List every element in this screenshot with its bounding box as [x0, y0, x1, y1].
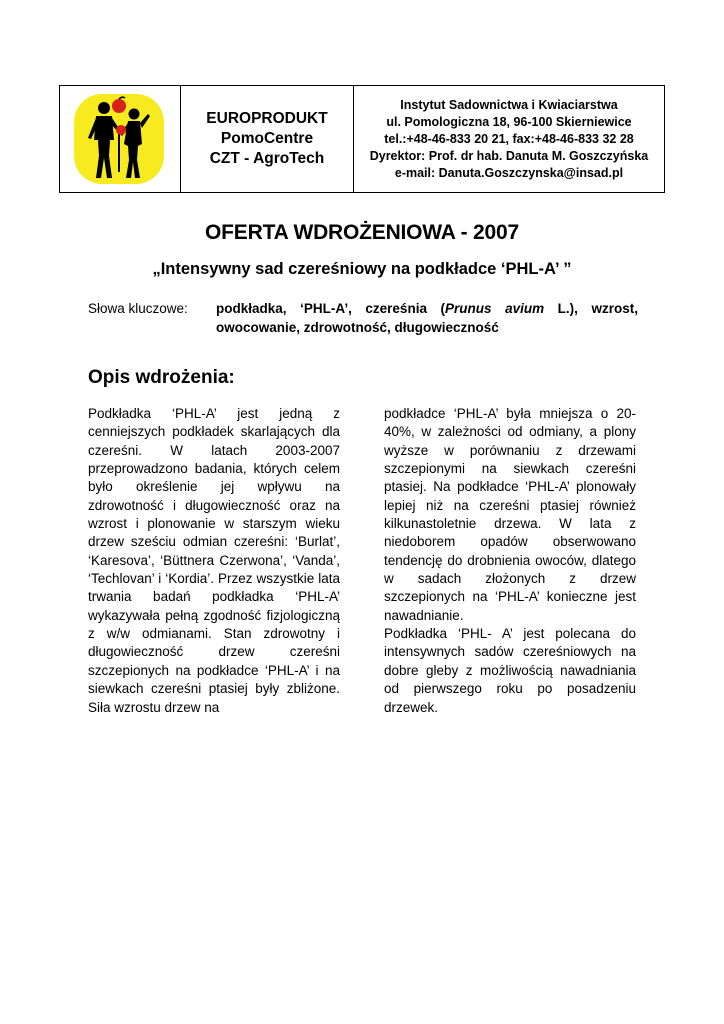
body-paragraph: Podkładka ‘PHL- A’ jest polecana do intensywnych sadów czereśniowych na dobre gleby z możliwością nawadniania od pierwszego roku po posadzeniu drzewek.: [384, 626, 636, 715]
institute-address: ul. Pomologiczna 18, 96-100 Skierniewice: [386, 114, 632, 129]
keywords-block: [88, 299, 638, 337]
institute-name: Instytut Sadownictwa i Kwiaciarstwa: [400, 97, 618, 112]
adam-eve-logo-icon: [74, 94, 164, 184]
institute-phone: tel.:+48-46-833 20 21, fax:+48-46-833 32 28: [384, 131, 634, 146]
header-box: [59, 85, 665, 193]
institute-director: Dyrektor: Prof. dr hab. Danuta M. Goszczyńska: [369, 148, 649, 163]
section-heading: Opis wdrożenia:: [88, 367, 235, 388]
keywords-value: [216, 299, 638, 337]
body-paragraph: Podkładka ‘PHL-A’ jest jedną z cenniejszych podkładek skarlających dla czereśni. W latach 2003-2007 przeprowadzono badania, których celem było określenie jej wpływu na zdrowotność i długowieczność oraz na wzrost i plonowanie w starszym wieku drzew sześciu odmian czereśni: ‘Burlat’, ‘Karesova’, ‘Büttnera Czerwona’, ‘Vanda’, ‘Techlovan’ i ‘Kordia’. Przez wszystkie lata trwania badań podkładka ‘PHL-A’ wykazywała pełną zgodność fizjologiczną z w/w odmianami. Stan zdrowotny i długowieczność drzew czereśni szczepionych na podkładce ‘PHL-A’ i na siewkach czereśni ptasiej były zbliżone. Siła wzrostu drzew na: [88, 406, 340, 715]
company-line: PomoCentre: [220, 130, 314, 147]
keywords-species: Prunus avium: [445, 301, 545, 316]
company-names: [181, 86, 354, 192]
keywords-label: Słowa kluczowe:: [88, 301, 188, 316]
institute-info: [354, 86, 664, 192]
body-left-column: [88, 405, 340, 717]
body-paragraph: podkładce ‘PHL-A’ była mniejsza o 20-40%, w zależności od odmiany, a plony wyższe w porównaniu z drzewami szczepionymi na siewkach czereśni ptasiej. Na podkładce ‘PHL-A’ plonowały lepiej niż na czereśni ptasiej również kilkunastoletnie drzewa. W lata z niedoborem opadów obserwowano tendencję do drobnienia owoców, dlatego w sadach złożonych z drzew szczepionych na ‘PHL-A’ konieczne jest nawadnianie.: [384, 406, 636, 623]
document-subtitle: „Intensywny sad czereśniowy na podkładce ‘PHL-A’ ”: [152, 260, 572, 278]
company-line: CZT - AgroTech: [209, 150, 325, 167]
logo-cell: [60, 86, 181, 192]
body-right-column: [384, 405, 636, 717]
document-title: OFERTA WDROŻENIOWA - 2007: [205, 221, 519, 244]
company-line: EUROPRODUKT: [206, 110, 328, 127]
institute-email: e-mail: Danuta.Goszczynska@insad.pl: [394, 165, 624, 180]
keywords-part: L.), wzrost, owocowanie, zdrowotność, długowieczność: [216, 301, 638, 335]
keywords-part: podkładka, ‘PHL-A’, czereśnia (: [216, 301, 446, 316]
